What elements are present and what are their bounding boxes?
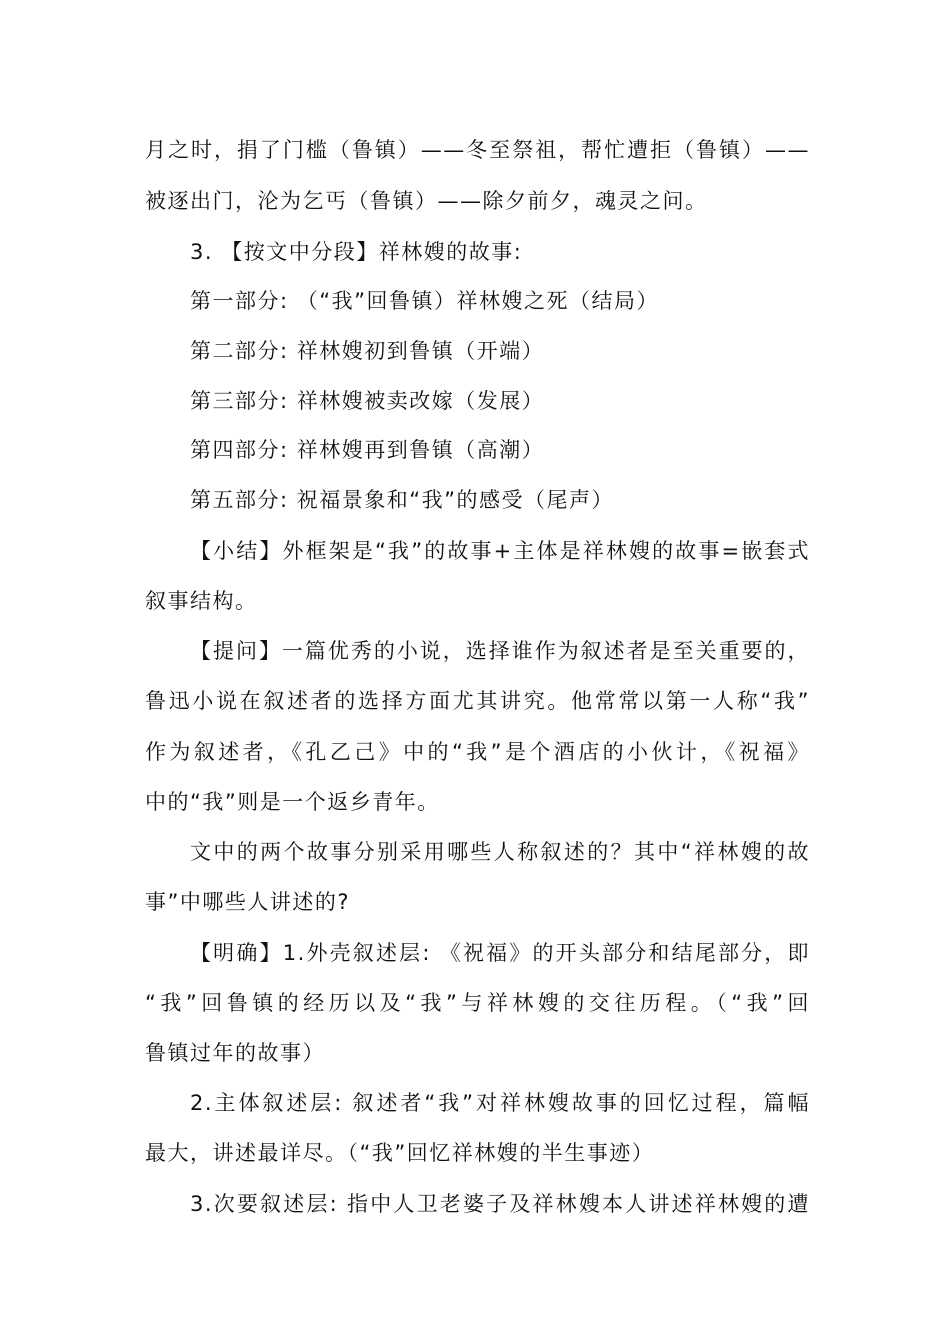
paragraph-line: 【小结】外框架是“我”的故事+主体是祥林嫂的故事=嵌套式 bbox=[190, 539, 810, 563]
paragraph-line: 叙事结构。 bbox=[145, 589, 258, 613]
paragraph-line: 月之时，捐了门槛（鲁镇）——冬至祭祖，帮忙遭拒（鲁镇）—— bbox=[145, 138, 810, 162]
outline-item: 第二部分: 祥林嫂初到鲁镇（开端） bbox=[190, 339, 545, 363]
paragraph-line: 作为叙述者，《孔乙己》中的“我”是个酒店的小伙计，《祝福》 bbox=[145, 740, 810, 764]
paragraph-line: 文中的两个故事分别采用哪些人称叙述的？其中“祥林嫂的故 bbox=[190, 840, 810, 864]
paragraph-line: “我”回鲁镇的经历以及“我”与祥林嫂的交往历程。（“我”回 bbox=[145, 991, 810, 1015]
paragraph-line: 【明确】1.外壳叙述层: 《祝福》的开头部分和结尾部分，即 bbox=[190, 941, 810, 965]
outline-item: 第三部分: 祥林嫂被卖改嫁（发展） bbox=[190, 389, 545, 413]
paragraph-line: 【提问】一篇优秀的小说，选择谁作为叙述者是至关重要的， bbox=[190, 639, 810, 663]
paragraph-line: 2.主体叙述层: 叙述者“我”对祥林嫂故事的回忆过程，篇幅 bbox=[190, 1091, 810, 1115]
paragraph-line: 事”中哪些人讲述的? bbox=[145, 890, 351, 914]
section-heading: 3. 【按文中分段】祥林嫂的故事: bbox=[190, 240, 523, 264]
paragraph-line: 最大，讲述最详尽。（“我”回忆祥林嫂的半生事迹） bbox=[145, 1141, 655, 1165]
paragraph-line: 鲁镇过年的故事） bbox=[145, 1041, 325, 1065]
outline-item: 第五部分: 祝福景象和“我”的感受（尾声） bbox=[190, 488, 615, 512]
outline-item: 第四部分: 祥林嫂再到鲁镇（高潮） bbox=[190, 438, 545, 462]
paragraph-line: 鲁迅小说在叙述者的选择方面尤其讲究。他常常以第一人称“我” bbox=[145, 689, 810, 713]
outline-item: 第一部分: （“我”回鲁镇）祥林嫂之死（结局） bbox=[190, 289, 660, 313]
paragraph-line: 中的“我”则是一个返乡青年。 bbox=[145, 790, 440, 814]
paragraph-line: 被逐出门，沦为乞丐（鲁镇）——除夕前夕，魂灵之问。 bbox=[145, 189, 708, 213]
paragraph-line: 3.次要叙述层: 指中人卫老婆子及祥林嫂本人讲述祥林嫂的遭 bbox=[190, 1192, 810, 1216]
